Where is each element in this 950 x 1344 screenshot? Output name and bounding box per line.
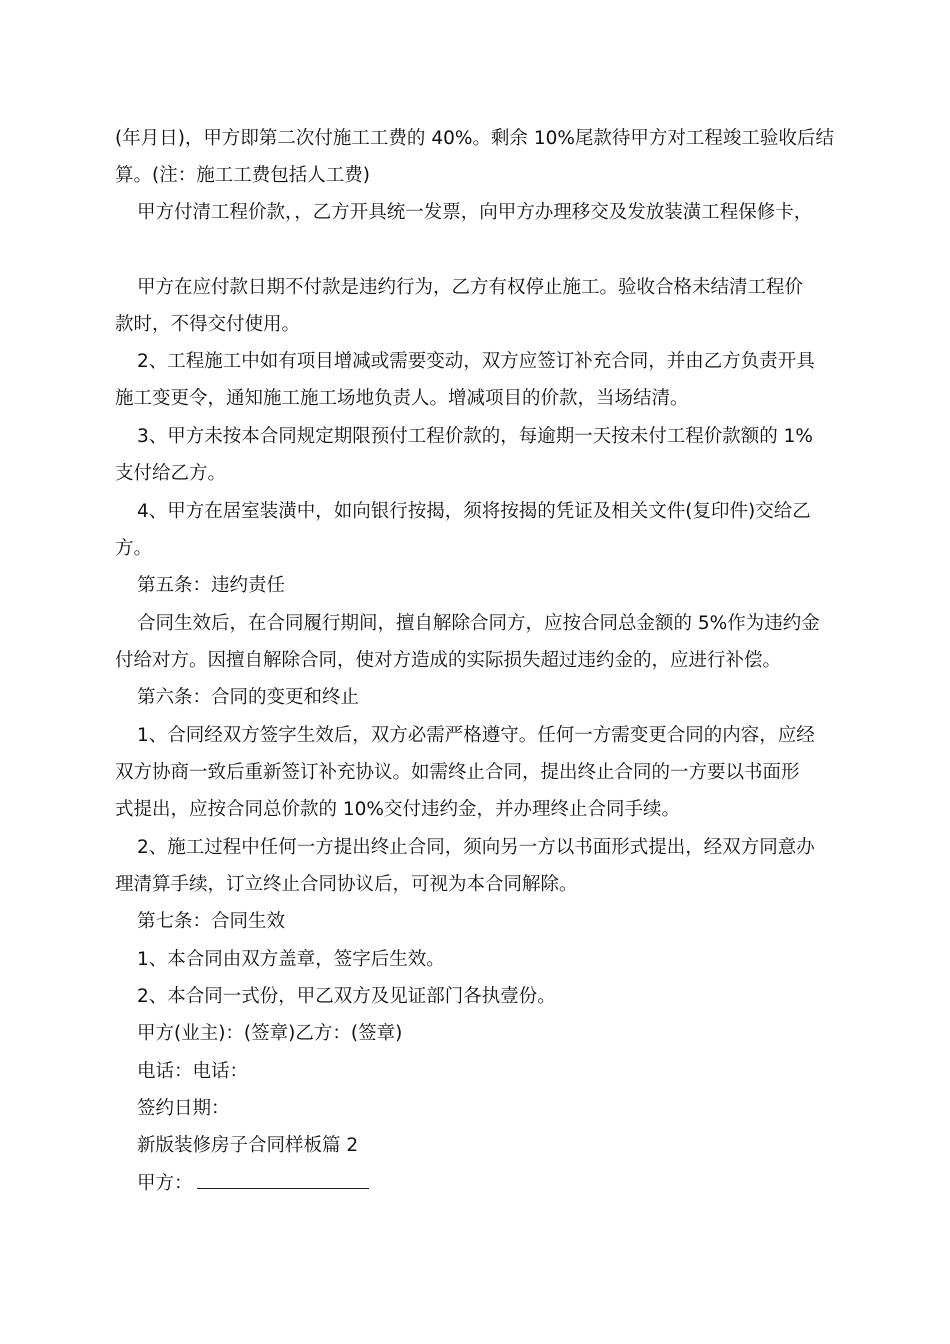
paragraph-line: 支付给乙方。 (115, 463, 227, 484)
paragraph-line: 式提出，应按合同总价款的 10%交付违约金，并办理终止合同手续。 (115, 799, 681, 820)
paragraph-line: (年月日)，甲方即第二次付施工工费的 40%。剩余 10%尾款待甲方对工程竣工验收后结 (115, 128, 834, 149)
paragraph-line: 2、本合同一式份，甲乙双方及见证部门各执壹份。 (137, 986, 556, 1007)
paragraph-line: 合同生效后，在合同履行期间，擅自解除合同方，应按合同总金额的 5%作为违约金 (137, 613, 820, 634)
paragraph-line: 施工变更令，通知施工施工场地负责人。增减项目的价款，当场结清。 (115, 388, 689, 409)
paragraph-line: 付给对方。因擅自解除合同，使对方造成的实际损失超过违约金的，应进行补偿。 (115, 650, 782, 671)
paragraph-line: 1、合同经双方签字生效后，双方必需严格遵守。任何一方需变更合同的内容，应经 (137, 725, 815, 746)
paragraph-line: 1、本合同由双方盖章，签字后生效。 (137, 949, 445, 970)
paragraph-line: 理清算手续，订立终止合同协议后，可视为本合同解除。 (115, 874, 578, 895)
paragraph-line: 2、工程施工中如有项目增减或需要变动，双方应签订补充合同，并由乙方负责开具 (137, 351, 815, 372)
paragraph-line: 款时，不得交付使用。 (115, 314, 301, 335)
paragraph-line: 3、甲方未按本合同规定期限预付工程价款的，每逾期一天按未付工程价款额的 1% (137, 426, 814, 447)
party-a-blank (197, 1172, 369, 1189)
signature-line: 甲方(业主)：(签章)乙方：(签章) (137, 1023, 403, 1044)
paragraph-line: 算。(注：施工工费包括人工费) (115, 165, 370, 186)
section-title: 新版装修房子合同样板篇 2 (137, 1135, 359, 1156)
paragraph-line: 甲方在应付款日期不付款是违约行为，乙方有权停止施工。验收合格未结清工程价 (137, 277, 804, 298)
section-heading: 第七条：合同生效 (137, 911, 286, 932)
section-heading: 第六条：合同的变更和终止 (137, 687, 360, 708)
paragraph-line: 4、甲方在居室装潢中，如向银行按揭，须将按揭的凭证及相关文件(复印件)交给乙 (137, 501, 811, 522)
paragraph-line: 甲方付清工程价款，，乙方开具统一发票，向甲方办理移交及发放装潢工程保修卡， (137, 202, 813, 223)
phone-line: 电话：电话： (137, 1061, 249, 1082)
paragraph-line: 方。 (115, 538, 153, 559)
sign-date-line: 签约日期： (137, 1098, 230, 1119)
paragraph-line: 双方协商一致后重新签订补充协议。如需终止合同，提出终止合同的一方要以书面形 (115, 762, 800, 783)
paragraph-line: 2、施工过程中任何一方提出终止合同，须向另一方以书面形式提出，经双方同意办 (137, 837, 815, 858)
party-a-line (137, 1172, 369, 1196)
party-a-label: 甲方： (137, 1173, 193, 1194)
section-heading: 第五条：违约责任 (137, 575, 286, 596)
